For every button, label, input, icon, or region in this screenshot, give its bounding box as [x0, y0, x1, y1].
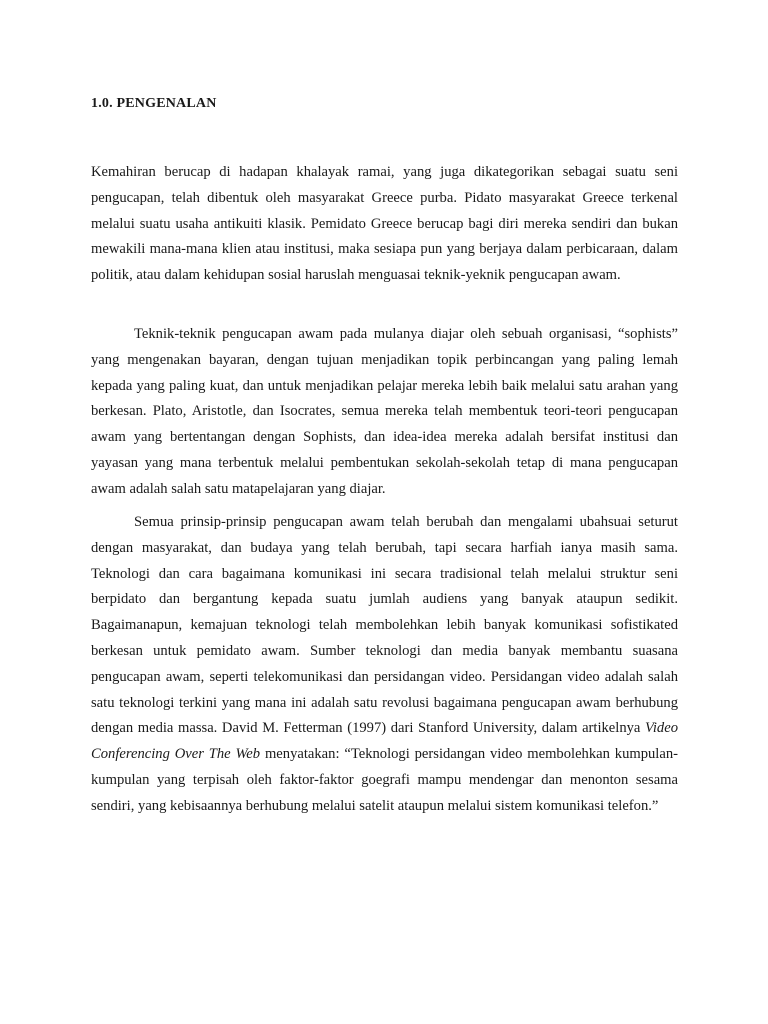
paragraph-sophists: Teknik-teknik pengucapan awam pada mulanya diajar oleh sebuah organisasi, “sophists” yang mengenakan bayaran, dengan tujuan menjadikan topik perbincangan yang paling lemah kepada yang paling kuat, dan untuk menjadikan pelajar mereka lebih baik melalui satu arahan yang berkesan. Plato, Aristotle, dan Isocrates, semua mereka telah membentuk teori-teori pengucapan awam yang bertentangan dengan Sophists, dan idea-idea mereka adalah bersifat institusi dan yayasan yang mana terbentuk melalui pembentukan sekolah-sekolah tetap di mana pengucapan awam adalah salah satu matapelajaran yang diajar. — [91, 326, 678, 497]
paragraph-technology — [91, 510, 678, 820]
article-title: Video Conferencing Over The Web — [91, 720, 678, 763]
paragraph-technology-text-end: menyatakan: “Teknologi persidangan video membolehkan kumpulan-kumpulan yang terpisah oleh faktor-faktor goegrafi mampu mendengar dan menonton sesama sendiri, yang kebisaannya berhubung melalui satelit ataupun melalui sistem komunikasi telefon.” — [91, 746, 678, 814]
paragraph-introduction: Kemahiran berucap di hadapan khalayak ramai, yang juga dikategorikan sebagai suatu seni pengucapan, telah dibentuk oleh masyarakat Greece purba. Pidato masyarakat Greece terkenal melalui suatu usaha antikuiti klasik. Pemidato Greece berucap bagi diri mereka sendiri dan bukan mewakili mana-mana klien atau institusi, maka sesiapa pun yang berjaya dalam perbicaraan, dalam politik, atau dalam kehidupan sosial haruslah menguasai teknik-yeknik pengucapan awam. — [91, 164, 678, 284]
paragraph-technology-text-start: Semua prinsip-prinsip pengucapan awam telah berubah dan mengalami ubahsuai seturut dengan masyarakat, dan budaya yang telah berubah, tapi secara harfiah ianya masih sama. Teknologi dan cara bagaimana komunikasi ini secara tradisional telah melalui struktur seni berpidato dan bergantung kepada suatu jumlah audiens yang banyak ataupun sedikit. Bagaimanapun, kemajuan teknologi telah membolehkan lebih banyak komunikasi sofistikated berkesan untuk pemidato awam. Sumber teknologi dan media banyak membantu suasana pengucapan awam, seperti telekomunikasi dan persidangan video. Persidangan video adalah salah satu teknologi terkini yang mana ini adalah satu revolusi bagaimana pengucapan awam berhubung dengan media massa. David M. Fetterman (1997) dari Stanford University, dalam artikelnya — [91, 514, 678, 737]
section-heading: 1.0. PENGENALAN — [91, 96, 217, 111]
